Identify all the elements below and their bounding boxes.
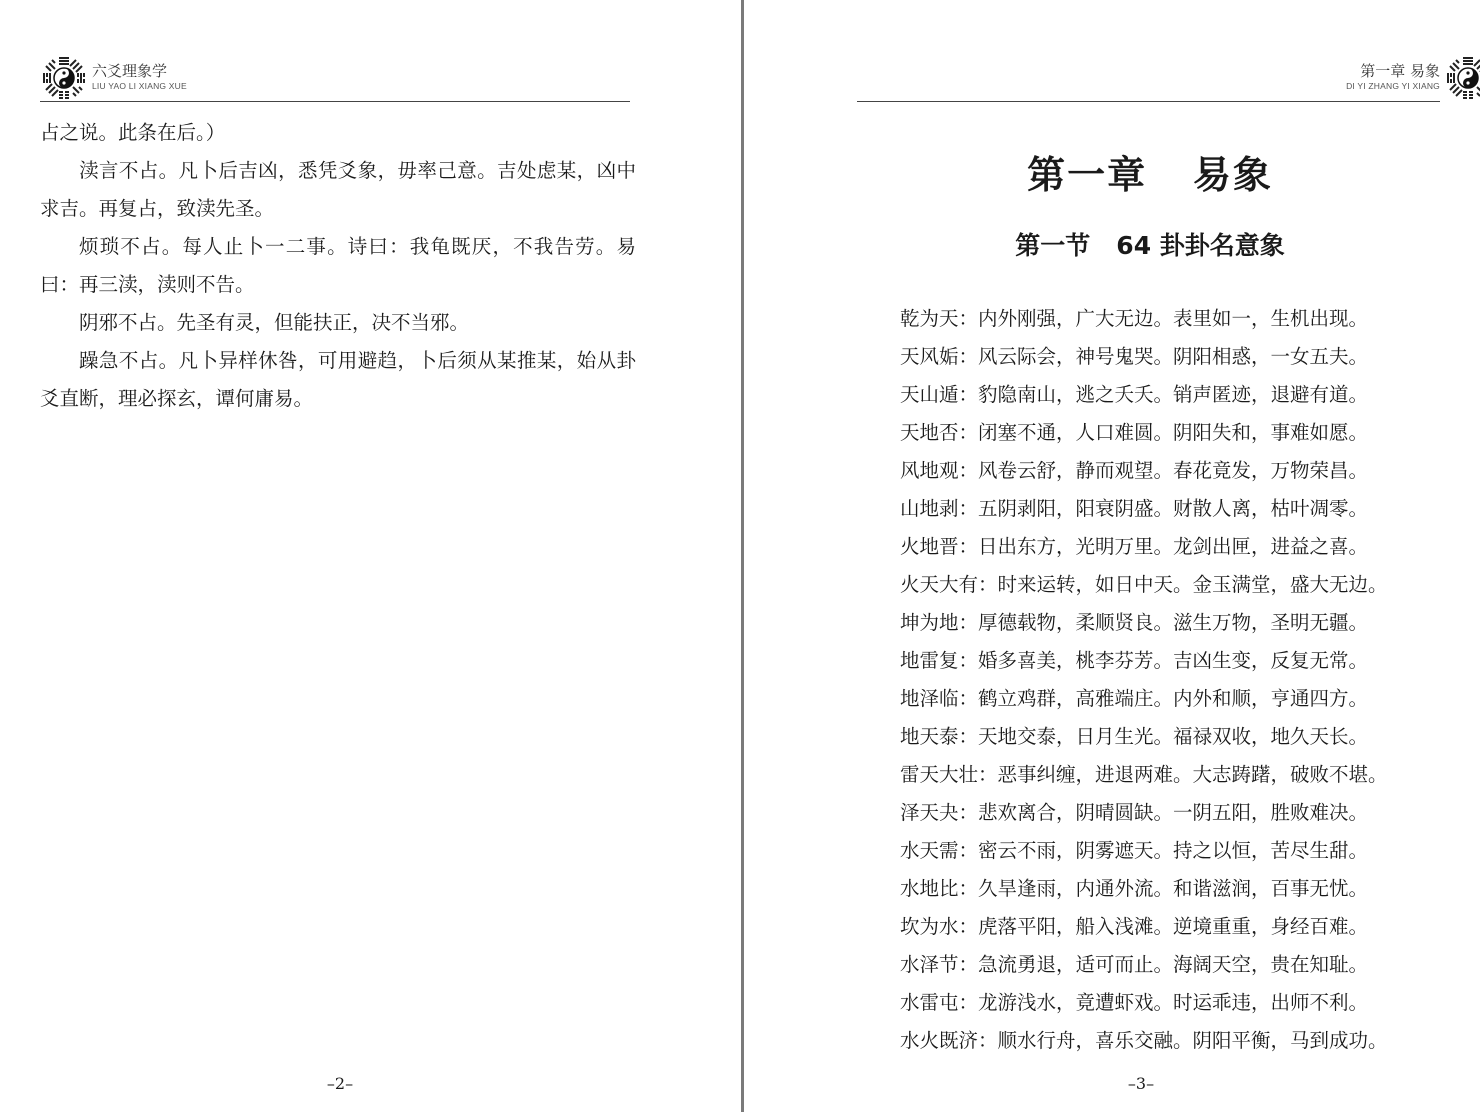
paragraph: 占之说。此条在后。） xyxy=(40,121,226,144)
list-item: 乾为天：内外刚强，广大无边。表里如一，生机出现。 xyxy=(900,307,1369,330)
list-item: 坤为地：厚德载物，柔顺贤良。滋生万物，圣明无疆。 xyxy=(900,611,1369,634)
chapter-title: 第一章 易象 xyxy=(1027,152,1273,197)
list-item: 地泽临：鹤立鸡群，高雅端庄。内外和顺，亨通四方。 xyxy=(900,687,1369,710)
header-rule xyxy=(40,101,630,102)
paragraph: 躁急不占。凡卜异样休咎，可用避趋，卜后须从某推某，始从卦爻直断，理必探玄，谭何庸易。 xyxy=(40,349,636,410)
right-page xyxy=(744,0,1480,1112)
list-item: 天地否：闭塞不通，人口难圆。阴阳失和，事难如愿。 xyxy=(900,421,1369,444)
page-number: –3– xyxy=(1127,1074,1155,1093)
list-item: 坎为水：虎落平阳，船入浅滩。逆境重重，身经百难。 xyxy=(900,915,1369,938)
taiji-bagua-icon xyxy=(40,54,88,102)
page-number: –2– xyxy=(326,1074,354,1093)
list-item: 天风姤：风云际会，神号鬼哭。阴阳相惑，一女五夫。 xyxy=(900,345,1369,368)
list-item: 泽天夬：悲欢离合，阴晴圆缺。一阴五阳，胜败难决。 xyxy=(900,801,1369,824)
list-item: 地雷复：婚多喜美，桃李芬芳。吉凶生变，反复无常。 xyxy=(900,649,1369,672)
body-text xyxy=(40,114,636,418)
header-subtitle: LIU YAO LI XIANG XUE xyxy=(92,81,187,91)
header-text xyxy=(1346,62,1440,92)
header-title: 六爻理象学 xyxy=(92,62,168,80)
list-item: 水地比：久旱逢雨，内通外流。和谐滋润，百事无忧。 xyxy=(900,877,1369,900)
running-header xyxy=(40,56,630,102)
list-item: 水天需：密云不雨，阴雾遮天。持之以恒，苦尽生甜。 xyxy=(900,839,1369,862)
paragraph: 烦琐不占。每人止卜一二事。诗曰：我龟既厌，不我告劳。易曰：再三渎，渎则不告。 xyxy=(40,235,636,296)
paragraph: 阴邪不占。先圣有灵，但能扶正，决不当邪。 xyxy=(79,311,470,334)
list-item: 水泽节：急流勇退，适可而止。海阔天空，贵在知耻。 xyxy=(900,953,1369,976)
header-rule xyxy=(857,101,1440,102)
list-item: 雷天大壮：恶事纠缠，进退两难。大志踌躇，破败不堪。 xyxy=(900,763,1388,786)
list-item: 火天大有：时来运转，如日中天。金玉满堂，盛大无边。 xyxy=(900,573,1388,596)
list-item: 地天泰：天地交泰，日月生光。福禄双收，地久天长。 xyxy=(900,725,1369,748)
list-item: 风地观：风卷云舒，静而观望。春花竟发，万物荣昌。 xyxy=(900,459,1369,482)
running-header xyxy=(857,56,1440,102)
hexagram-list xyxy=(900,300,1460,1060)
list-item: 山地剥：五阴剥阳，阳衰阴盛。财散人离，枯叶凋零。 xyxy=(900,497,1369,520)
header-title: 第一章 易象 xyxy=(1360,62,1440,80)
header-text xyxy=(92,62,187,92)
list-item: 天山遁：豹隐南山，逃之夭夭。销声匿迹，退避有道。 xyxy=(900,383,1369,406)
header-subtitle: DI YI ZHANG YI XIANG xyxy=(1346,81,1440,91)
list-item: 水火既济：顺水行舟，喜乐交融。阴阳平衡，马到成功。 xyxy=(900,1029,1388,1052)
list-item: 火地晋：日出东方，光明万里。龙剑出匣，进益之喜。 xyxy=(900,535,1369,558)
paragraph: 渎言不占。凡卜后吉凶，悉凭爻象，毋率己意。吉处虑某，凶中求吉。再复占，致渎先圣。 xyxy=(40,159,636,220)
list-item: 水雷屯：龙游浅水，竟遭虾戏。时运乖违，出师不利。 xyxy=(900,991,1369,1014)
taiji-bagua-icon xyxy=(1444,54,1480,102)
section-title: 第一节 64 卦卦名意象 xyxy=(1015,231,1285,260)
